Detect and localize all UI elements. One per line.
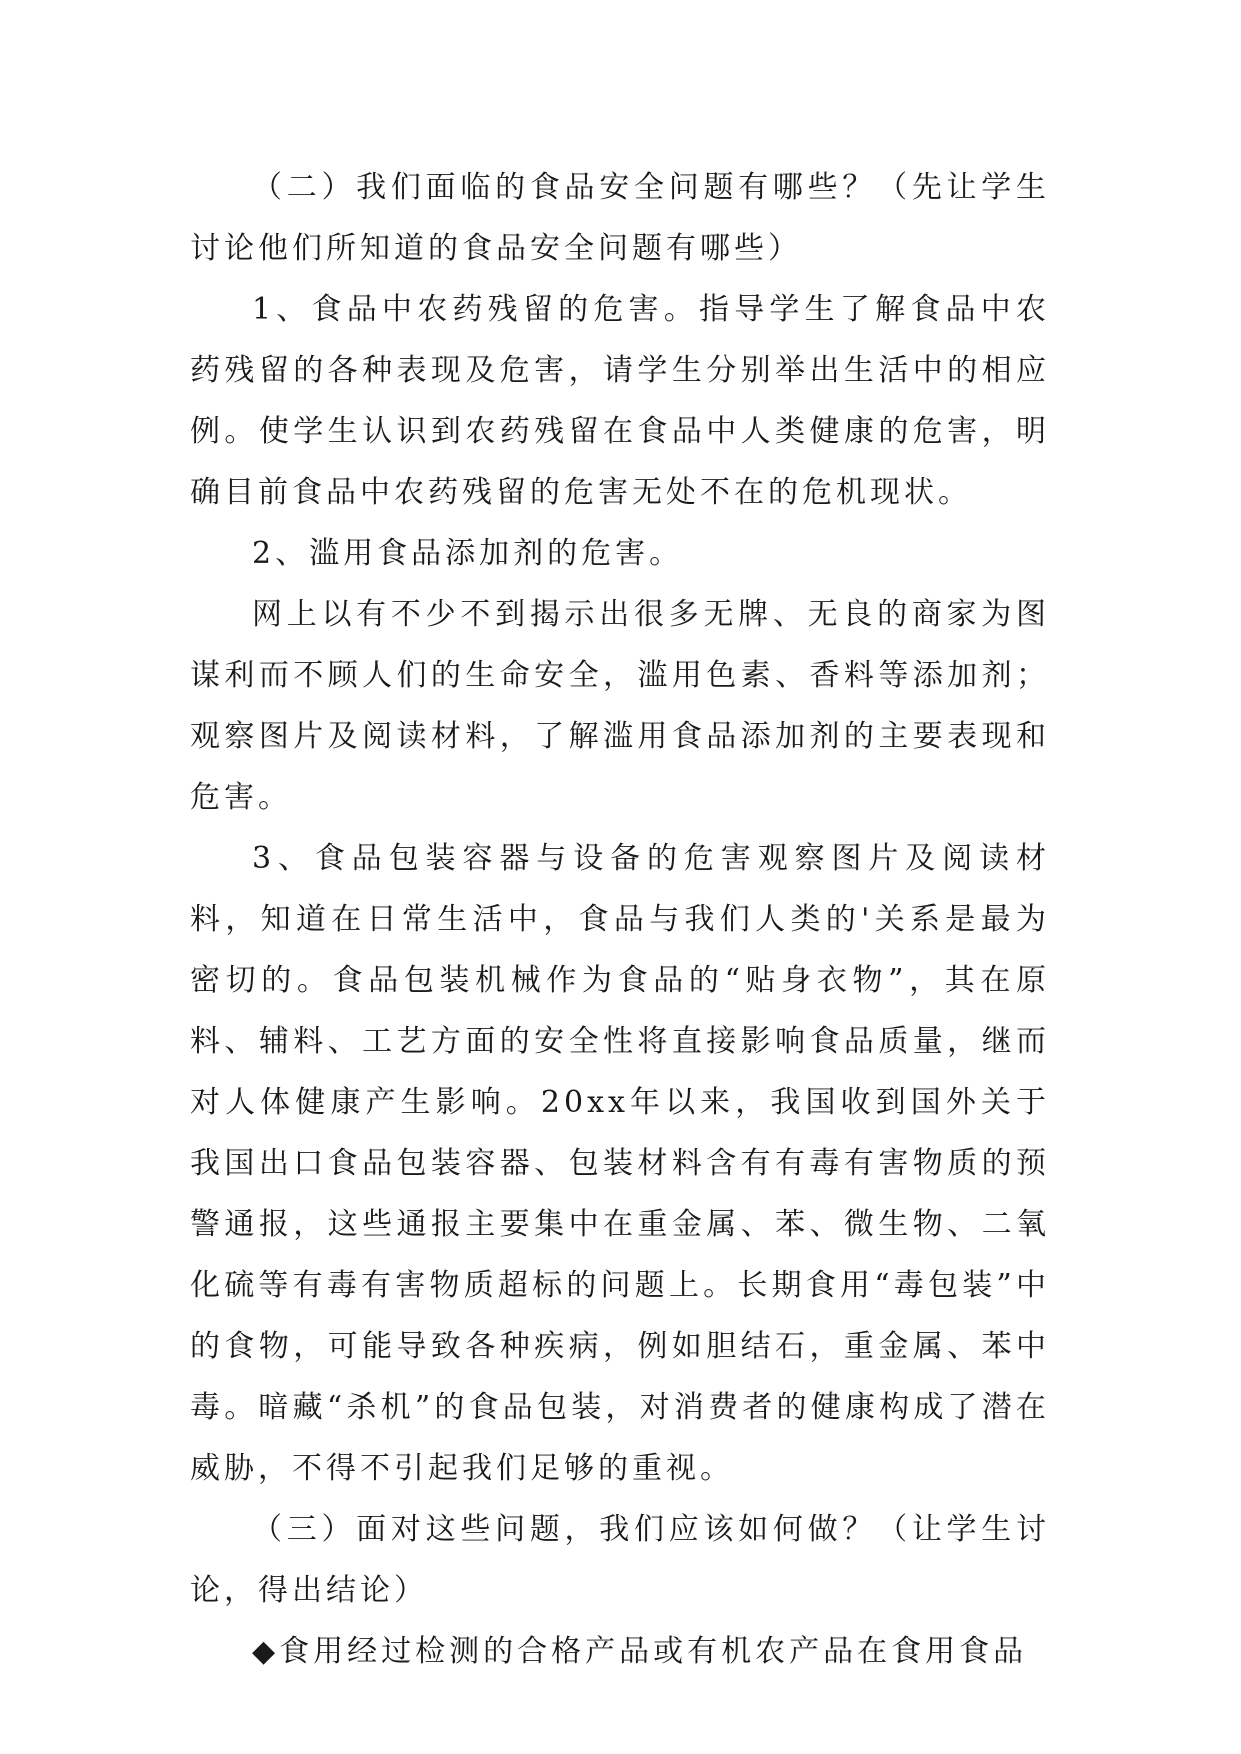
paragraph-pesticide-residue: 1、食品中农药残留的危害。指导学生了解食品中农药残留的各种表现及危害，请学生分别举出生活中的相应例。使学生认识到农药残留在食品中人类健康的危害，明确目前食品中农药残留的危害无处不在的危机现状。 xyxy=(190,292,1050,510)
paragraph-section-two-heading: （二）我们面临的食品安全问题有哪些？（先让学生讨论他们所知道的食品安全问题有哪些） xyxy=(190,170,1050,266)
paragraph-bullet-certified-products: ◆食用经过检测的合格产品或有机农产品在食用食品 xyxy=(252,1634,1028,1669)
document-body xyxy=(190,157,1050,1682)
paragraph-section-three-heading: （三）面对这些问题，我们应该如何做？（让学生讨论，得出结论） xyxy=(190,1512,1050,1608)
paragraph-food-packaging: 3、食品包装容器与设备的危害观察图片及阅读材料，知道在日常生活中，食品与我们人类的'关系是最为密切的。食品包装机械作为食品的“贴身衣物”，其在原料、辅料、工艺方面的安全性将直接影响食品质量，继而对人体健康产生影响。20xx年以来，我国收到国外关于我国出口食品包装容器、包装材料含有有毒有害物质的预警通报，这些通报主要集中在重金属、苯、微生物、二氧化硫等有毒有害物质超标的问题上。长期食用“毒包装”中的食物，可能导致各种疾病，例如胆结石，重金属、苯中毒。暗藏“杀机”的食品包装，对消费者的健康构成了潜在威胁，不得不引起我们足够的重视。 xyxy=(190,841,1050,1486)
paragraph-food-additive-detail: 网上以有不少不到揭示出很多无牌、无良的商家为图谋利而不顾人们的生命安全，滥用色素、香料等添加剂；观察图片及阅读材料，了解滥用食品添加剂的主要表现和危害。 xyxy=(190,597,1050,815)
paragraph-food-additive-heading: 2、滥用食品添加剂的危害。 xyxy=(252,536,684,571)
